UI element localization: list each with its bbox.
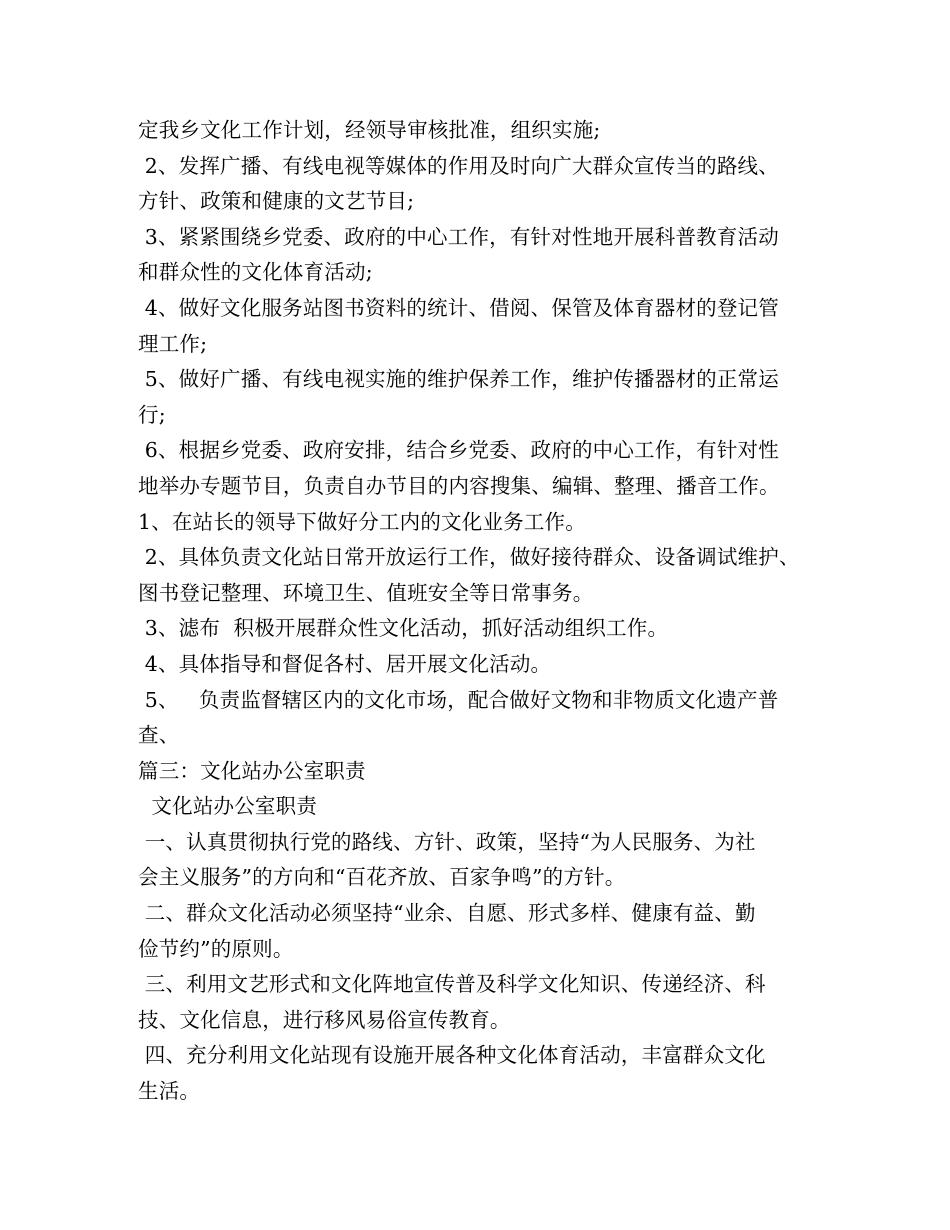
text-line: 2、发挥广播、有线电视等媒体的作用及时向广大群众宣传当的路线、 <box>138 153 779 178</box>
text-line: 5、 负责监督辖区内的文化市场，配合做好文物和非物质文化遗产普 <box>138 687 779 712</box>
text-line: 地举办专题节目，负责自办节目的内容搜集、编辑、整理、播音工作。 <box>138 473 780 498</box>
text-line: 图书登记整理、环境卫生、值班安全等日常事务。 <box>138 580 594 605</box>
text-line: 四、充分利用文化站现有设施开展各种文化体育活动，丰富群众文化 <box>138 1043 766 1068</box>
section-heading: 篇三：文化站办公室职责 <box>138 758 366 783</box>
text-line: 行; <box>138 402 166 427</box>
text-line: 查、 <box>138 723 180 748</box>
text-line: 一、认真贯彻执行党的路线、方针、政策，坚持“为人民服务、为社 <box>138 829 756 854</box>
text-line: 1、在站长的领导下做好分工内的文化业务工作。 <box>138 509 586 534</box>
text-line: 6、根据乡党委、政府安排，结合乡党委、政府的中心工作，有针对性 <box>138 438 779 463</box>
text-line: 二、群众文化活动必须坚持“业余、自愿、形式多样、健康有益、勤 <box>138 901 756 926</box>
text-line: 方针、政策和健康的文艺节目; <box>138 189 415 214</box>
text-line: 会主义服务”的方向和“百花齐放、百家争鸣”的方针。 <box>138 865 626 890</box>
text-line: 定我乡文化工作计划，经领导审核批准，组织实施; <box>138 118 601 142</box>
section-subtitle: 文化站办公室职责 <box>138 794 318 819</box>
text-line: 3、紧紧围绕乡党委、政府的中心工作，有针对性地开展科普教育活动 <box>138 224 779 249</box>
text-line: 5、做好广播、有线电视实施的维护保养工作，维护传播器材的正常运 <box>138 367 779 392</box>
text-line: 三、利用文艺形式和文化阵地宣传普及科学文化知识、传递经济、科 <box>138 972 766 997</box>
text-line: 4、具体指导和督促各村、居开展文化活动。 <box>138 651 552 676</box>
text-line: 3、滤布 积极开展群众性文化活动，抓好活动组织工作。 <box>138 616 669 641</box>
text-line: 4、做好文化服务站图书资料的统计、借阅、保管及体育器材的登记管 <box>138 295 779 320</box>
document-body <box>138 113 838 1110</box>
text-line: 和群众性的文化体育活动; <box>138 260 373 285</box>
text-line: 生活。 <box>138 1079 201 1104</box>
text-line: 俭节约”的原则。 <box>138 936 294 961</box>
text-line: 2、具体负责文化站日常开放运行工作，做好接待群众、设备调试维护、 <box>138 545 800 570</box>
text-line: 技、文化信息，进行移风易俗宣传教育。 <box>138 1007 511 1032</box>
text-line: 理工作; <box>138 331 208 356</box>
